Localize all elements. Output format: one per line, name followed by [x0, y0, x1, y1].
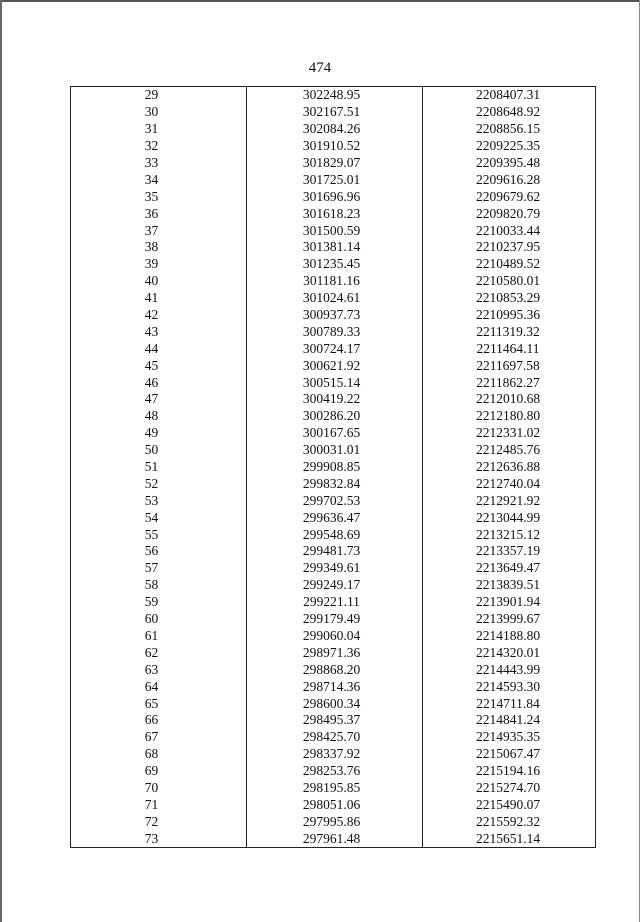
point-number-cell: 68: [71, 746, 247, 763]
y-coordinate-cell: 2214841.24: [423, 712, 596, 729]
y-coordinate-cell: 2209820.79: [423, 205, 596, 222]
table-row: [71, 222, 596, 239]
table-row: [71, 290, 596, 307]
y-coordinate-cell: 2214935.35: [423, 729, 596, 746]
coordinates-table: [70, 86, 596, 848]
coordinates-table-body: [71, 87, 596, 848]
x-coordinate-cell: 301725.01: [247, 171, 423, 188]
table-row: [71, 746, 596, 763]
point-number-cell: 66: [71, 712, 247, 729]
point-number-cell: 54: [71, 509, 247, 526]
x-coordinate-cell: 301181.16: [247, 273, 423, 290]
table-row: [71, 121, 596, 138]
table-row: [71, 678, 596, 695]
y-coordinate-cell: 2209616.28: [423, 171, 596, 188]
x-coordinate-cell: 300621.92: [247, 357, 423, 374]
point-number-cell: 69: [71, 763, 247, 780]
x-coordinate-cell: 298051.06: [247, 796, 423, 813]
x-coordinate-cell: 298425.70: [247, 729, 423, 746]
table-row: [71, 307, 596, 324]
point-number-cell: 61: [71, 628, 247, 645]
x-coordinate-cell: 301381.14: [247, 239, 423, 256]
point-number-cell: 55: [71, 526, 247, 543]
y-coordinate-cell: 2210853.29: [423, 290, 596, 307]
scan-edge-top: [0, 0, 640, 2]
x-coordinate-cell: 301829.07: [247, 155, 423, 172]
y-coordinate-cell: 2212331.02: [423, 425, 596, 442]
table-row: [71, 239, 596, 256]
point-number-cell: 41: [71, 290, 247, 307]
x-coordinate-cell: 300286.20: [247, 408, 423, 425]
table-row: [71, 475, 596, 492]
point-number-cell: 43: [71, 323, 247, 340]
x-coordinate-cell: 299249.17: [247, 577, 423, 594]
y-coordinate-cell: 2209225.35: [423, 138, 596, 155]
point-number-cell: 30: [71, 104, 247, 121]
table-row: [71, 104, 596, 121]
table-row: [71, 256, 596, 273]
y-coordinate-cell: 2212180.80: [423, 408, 596, 425]
y-coordinate-cell: 2211319.32: [423, 323, 596, 340]
y-coordinate-cell: 2213839.51: [423, 577, 596, 594]
table-row: [71, 357, 596, 374]
y-coordinate-cell: 2212485.76: [423, 442, 596, 459]
x-coordinate-cell: 300515.14: [247, 374, 423, 391]
y-coordinate-cell: 2209395.48: [423, 155, 596, 172]
x-coordinate-cell: 298971.36: [247, 644, 423, 661]
point-number-cell: 46: [71, 374, 247, 391]
table-row: [71, 391, 596, 408]
point-number-cell: 45: [71, 357, 247, 374]
point-number-cell: 52: [71, 475, 247, 492]
table-row: [71, 171, 596, 188]
y-coordinate-cell: 2211464.11: [423, 340, 596, 357]
x-coordinate-cell: 299060.04: [247, 628, 423, 645]
y-coordinate-cell: 2214188.80: [423, 628, 596, 645]
point-number-cell: 39: [71, 256, 247, 273]
x-coordinate-cell: 302248.95: [247, 87, 423, 104]
table-row: [71, 509, 596, 526]
x-coordinate-cell: 300937.73: [247, 307, 423, 324]
x-coordinate-cell: 298195.85: [247, 780, 423, 797]
x-coordinate-cell: 299481.73: [247, 543, 423, 560]
table-row: [71, 763, 596, 780]
table-row: [71, 205, 596, 222]
table-row: [71, 796, 596, 813]
y-coordinate-cell: 2208648.92: [423, 104, 596, 121]
y-coordinate-cell: 2213044.99: [423, 509, 596, 526]
y-coordinate-cell: 2215490.07: [423, 796, 596, 813]
y-coordinate-cell: 2214711.84: [423, 695, 596, 712]
point-number-cell: 60: [71, 611, 247, 628]
x-coordinate-cell: 301618.23: [247, 205, 423, 222]
y-coordinate-cell: 2212010.68: [423, 391, 596, 408]
y-coordinate-cell: 2211862.27: [423, 374, 596, 391]
point-number-cell: 63: [71, 661, 247, 678]
page-number: 474: [308, 60, 332, 76]
table-row: [71, 459, 596, 476]
x-coordinate-cell: 300789.33: [247, 323, 423, 340]
table-row: [71, 442, 596, 459]
y-coordinate-cell: 2212921.92: [423, 492, 596, 509]
table-row: [71, 628, 596, 645]
table-row: [71, 87, 596, 104]
point-number-cell: 71: [71, 796, 247, 813]
table-row: [71, 408, 596, 425]
scan-edge-left: [0, 0, 2, 922]
table-row: [71, 729, 596, 746]
x-coordinate-cell: 300724.17: [247, 340, 423, 357]
table-row: [71, 780, 596, 797]
y-coordinate-cell: 2215651.14: [423, 830, 596, 847]
y-coordinate-cell: 2208856.15: [423, 121, 596, 138]
table-row: [71, 138, 596, 155]
point-number-cell: 56: [71, 543, 247, 560]
x-coordinate-cell: 299908.85: [247, 459, 423, 476]
point-number-cell: 36: [71, 205, 247, 222]
x-coordinate-cell: 298600.34: [247, 695, 423, 712]
table-row: [71, 425, 596, 442]
x-coordinate-cell: 302167.51: [247, 104, 423, 121]
x-coordinate-cell: 298495.37: [247, 712, 423, 729]
table-row: [71, 492, 596, 509]
y-coordinate-cell: 2211697.58: [423, 357, 596, 374]
point-number-cell: 49: [71, 425, 247, 442]
table-row: [71, 155, 596, 172]
y-coordinate-cell: 2215067.47: [423, 746, 596, 763]
x-coordinate-cell: 300419.22: [247, 391, 423, 408]
table-row: [71, 543, 596, 560]
x-coordinate-cell: 299832.84: [247, 475, 423, 492]
point-number-cell: 62: [71, 644, 247, 661]
table-row: [71, 577, 596, 594]
point-number-cell: 31: [71, 121, 247, 138]
point-number-cell: 38: [71, 239, 247, 256]
point-number-cell: 64: [71, 678, 247, 695]
x-coordinate-cell: 301235.45: [247, 256, 423, 273]
point-number-cell: 34: [71, 171, 247, 188]
point-number-cell: 48: [71, 408, 247, 425]
x-coordinate-cell: 299179.49: [247, 611, 423, 628]
point-number-cell: 70: [71, 780, 247, 797]
point-number-cell: 44: [71, 340, 247, 357]
y-coordinate-cell: 2213357.19: [423, 543, 596, 560]
table-row: [71, 594, 596, 611]
table-row: [71, 526, 596, 543]
table-row: [71, 560, 596, 577]
table-row: [71, 813, 596, 830]
y-coordinate-cell: 2210580.01: [423, 273, 596, 290]
y-coordinate-cell: 2213999.67: [423, 611, 596, 628]
table-row: [71, 712, 596, 729]
y-coordinate-cell: 2215592.32: [423, 813, 596, 830]
table-row: [71, 661, 596, 678]
x-coordinate-cell: 301024.61: [247, 290, 423, 307]
point-number-cell: 42: [71, 307, 247, 324]
y-coordinate-cell: 2213901.94: [423, 594, 596, 611]
y-coordinate-cell: 2215274.70: [423, 780, 596, 797]
x-coordinate-cell: 299221.11: [247, 594, 423, 611]
x-coordinate-cell: 298714.36: [247, 678, 423, 695]
table-row: [71, 374, 596, 391]
point-number-cell: 53: [71, 492, 247, 509]
y-coordinate-cell: 2212636.88: [423, 459, 596, 476]
x-coordinate-cell: 300167.65: [247, 425, 423, 442]
table-row: [71, 273, 596, 290]
point-number-cell: 50: [71, 442, 247, 459]
point-number-cell: 29: [71, 87, 247, 104]
y-coordinate-cell: 2214320.01: [423, 644, 596, 661]
y-coordinate-cell: 2210995.36: [423, 307, 596, 324]
table-row: [71, 188, 596, 205]
x-coordinate-cell: 298337.92: [247, 746, 423, 763]
y-coordinate-cell: 2210489.52: [423, 256, 596, 273]
point-number-cell: 73: [71, 830, 247, 847]
y-coordinate-cell: 2212740.04: [423, 475, 596, 492]
table-row: [71, 644, 596, 661]
point-number-cell: 67: [71, 729, 247, 746]
x-coordinate-cell: 301500.59: [247, 222, 423, 239]
x-coordinate-cell: 301696.96: [247, 188, 423, 205]
point-number-cell: 51: [71, 459, 247, 476]
point-number-cell: 72: [71, 813, 247, 830]
point-number-cell: 57: [71, 560, 247, 577]
point-number-cell: 32: [71, 138, 247, 155]
x-coordinate-cell: 299702.53: [247, 492, 423, 509]
y-coordinate-cell: 2210033.44: [423, 222, 596, 239]
y-coordinate-cell: 2213215.12: [423, 526, 596, 543]
x-coordinate-cell: 297995.86: [247, 813, 423, 830]
point-number-cell: 47: [71, 391, 247, 408]
table-row: [71, 830, 596, 847]
x-coordinate-cell: 302084.26: [247, 121, 423, 138]
y-coordinate-cell: 2208407.31: [423, 87, 596, 104]
x-coordinate-cell: 298868.20: [247, 661, 423, 678]
y-coordinate-cell: 2213649.47: [423, 560, 596, 577]
x-coordinate-cell: 298253.76: [247, 763, 423, 780]
point-number-cell: 33: [71, 155, 247, 172]
x-coordinate-cell: 299636.47: [247, 509, 423, 526]
y-coordinate-cell: 2214443.99: [423, 661, 596, 678]
table-row: [71, 340, 596, 357]
point-number-cell: 59: [71, 594, 247, 611]
y-coordinate-cell: 2215194.16: [423, 763, 596, 780]
x-coordinate-cell: 299548.69: [247, 526, 423, 543]
point-number-cell: 35: [71, 188, 247, 205]
y-coordinate-cell: 2214593.30: [423, 678, 596, 695]
x-coordinate-cell: 300031.01: [247, 442, 423, 459]
table-row: [71, 611, 596, 628]
point-number-cell: 58: [71, 577, 247, 594]
x-coordinate-cell: 301910.52: [247, 138, 423, 155]
point-number-cell: 65: [71, 695, 247, 712]
x-coordinate-cell: 299349.61: [247, 560, 423, 577]
table-row: [71, 323, 596, 340]
x-coordinate-cell: 297961.48: [247, 830, 423, 847]
y-coordinate-cell: 2210237.95: [423, 239, 596, 256]
y-coordinate-cell: 2209679.62: [423, 188, 596, 205]
table-row: [71, 695, 596, 712]
point-number-cell: 37: [71, 222, 247, 239]
point-number-cell: 40: [71, 273, 247, 290]
